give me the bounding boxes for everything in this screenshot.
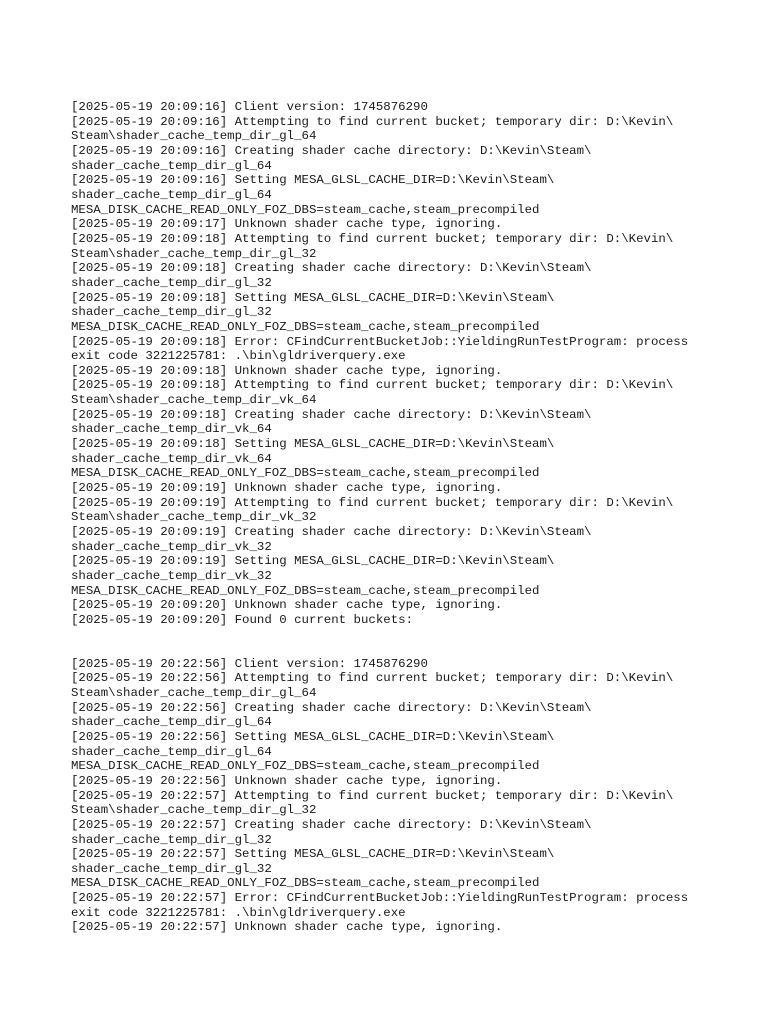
log-line: exit code 3221225781: .\bin\gldriverquery.exe [71, 905, 406, 920]
log-line: MESA_DISK_CACHE_READ_ONLY_FOZ_DBS=steam_cache,steam_precompiled [71, 876, 540, 891]
log-line: shader_cache_temp_dir_vk_32 [71, 569, 272, 583]
log-line: Steam\shader_cache_temp_dir_vk_64 [71, 393, 317, 408]
log-line: [2025-05-19 20:22:57] Creating shader cache directory: D:\Kevin\Steam\ [71, 817, 592, 832]
log-line: [2025-05-19 20:09:19] Attempting to find current bucket; temporary dir: D:\Kevin\ [71, 495, 674, 510]
log-line: [2025-05-19 20:09:16] Creating shader cache directory: D:\Kevin\Steam\ [71, 143, 592, 158]
log-line: shader_cache_temp_dir_gl_32 [71, 861, 272, 876]
log-line: [2025-05-19 20:09:17] Unknown shader cache type, ignoring. [71, 217, 503, 232]
log-line: Steam\shader_cache_temp_dir_gl_32 [71, 246, 317, 261]
log-line: shader_cache_temp_dir_gl_32 [71, 275, 272, 290]
log-line: [2025-05-19 20:09:19] Creating shader cache directory: D:\Kevin\Steam\ [71, 525, 592, 540]
log-line: shader_cache_temp_dir_gl_64 [71, 187, 272, 202]
log-line: [2025-05-19 20:09:18] Setting MESA_GLSL_CACHE_DIR=D:\Kevin\Steam\ [71, 290, 555, 305]
log-line: [2025-05-19 20:22:56] Setting MESA_GLSL_CACHE_DIR=D:\Kevin\Steam\ [71, 729, 555, 744]
log-line: [2025-05-19 20:09:18] Creating shader cache directory: D:\Kevin\Steam\ [71, 407, 592, 422]
log-line: [2025-05-19 20:22:57] Setting MESA_GLSL_CACHE_DIR=D:\Kevin\Steam\ [71, 847, 555, 862]
log-line: [2025-05-19 20:09:18] Error: CFindCurrentBucketJob::YieldingRunTestProgram: process [71, 334, 689, 349]
log-line: [2025-05-19 20:09:19] Unknown shader cache type, ignoring. [71, 481, 503, 496]
log-line: exit code 3221225781: .\bin\gldriverquery.exe [71, 349, 406, 364]
log-line: Steam\shader_cache_temp_dir_vk_32 [71, 510, 317, 525]
log-line: [2025-05-19 20:09:18] Setting MESA_GLSL_CACHE_DIR=D:\Kevin\Steam\ [71, 437, 555, 452]
log-line: [2025-05-19 20:22:57] Attempting to find current bucket; temporary dir: D:\Kevin\ [71, 788, 674, 803]
log-line: [2025-05-19 20:09:18] Attempting to find current bucket; temporary dir: D:\Kevin\ [71, 231, 674, 246]
log-line: [2025-05-19 20:22:57] Error: CFindCurrentBucketJob::YieldingRunTestProgram: process [71, 891, 689, 906]
log-line: MESA_DISK_CACHE_READ_ONLY_FOZ_DBS=steam_cache,steam_precompiled [71, 583, 540, 598]
log-line: shader_cache_temp_dir_gl_64 [71, 158, 272, 173]
log-line: shader_cache_temp_dir_vk_32 [71, 539, 272, 554]
log-line: [2025-05-19 20:09:16] Attempting to find current bucket; temporary dir: D:\Kevin\ [71, 114, 674, 129]
log-line: shader_cache_temp_dir_gl_64 [71, 744, 272, 759]
log-line: shader_cache_temp_dir_gl_32 [71, 832, 272, 847]
log-line: [2025-05-19 20:09:18] Creating shader cache directory: D:\Kevin\Steam\ [71, 261, 592, 276]
log-session-1 [71, 100, 711, 628]
log-line: MESA_DISK_CACHE_READ_ONLY_FOZ_DBS=steam_cache,steam_precompiled [71, 466, 540, 481]
log-line: [2025-05-19 20:22:56] Unknown shader cache type, ignoring. [71, 773, 503, 788]
log-line: [2025-05-19 20:22:56] Attempting to find current bucket; temporary dir: D:\Kevin\ [71, 671, 674, 686]
log-line: shader_cache_temp_dir_gl_32 [71, 305, 272, 320]
log-line: Steam\shader_cache_temp_dir_gl_64 [71, 685, 317, 700]
log-page [71, 100, 711, 935]
log-line: shader_cache_temp_dir_gl_64 [71, 715, 272, 730]
log-line: MESA_DISK_CACHE_READ_ONLY_FOZ_DBS=steam_cache,steam_precompiled [71, 319, 540, 334]
log-line: shader_cache_temp_dir_vk_64 [71, 422, 272, 437]
log-line: [2025-05-19 20:09:20] Found 0 current buckets: [71, 612, 414, 627]
log-line: [2025-05-19 20:09:20] Unknown shader cache type, ignoring. [71, 598, 503, 613]
log-line: [2025-05-19 20:09:18] Attempting to find current bucket; temporary dir: D:\Kevin\ [71, 378, 674, 393]
log-line: [2025-05-19 20:22:56] Client version: 1745876290 [71, 656, 428, 671]
log-line: [2025-05-19 20:09:16] Setting MESA_GLSL_CACHE_DIR=D:\Kevin\Steam\ [71, 173, 555, 188]
log-line: [2025-05-19 20:22:56] Creating shader cache directory: D:\Kevin\Steam\ [71, 700, 592, 715]
log-line: MESA_DISK_CACHE_READ_ONLY_FOZ_DBS=steam_cache,steam_precompiled [71, 202, 540, 217]
log-line: [2025-05-19 20:09:18] Unknown shader cache type, ignoring. [71, 363, 503, 378]
log-line: [2025-05-19 20:22:57] Unknown shader cache type, ignoring. [71, 920, 503, 935]
log-line: Steam\shader_cache_temp_dir_gl_32 [71, 803, 317, 818]
log-line: [2025-05-19 20:09:16] Client version: 1745876290 [71, 100, 428, 114]
log-session-2 [71, 657, 711, 935]
log-line: MESA_DISK_CACHE_READ_ONLY_FOZ_DBS=steam_cache,steam_precompiled [71, 759, 540, 774]
log-line: shader_cache_temp_dir_vk_64 [71, 451, 272, 466]
log-line: [2025-05-19 20:09:19] Setting MESA_GLSL_CACHE_DIR=D:\Kevin\Steam\ [71, 554, 555, 569]
log-line: Steam\shader_cache_temp_dir_gl_64 [71, 129, 317, 144]
